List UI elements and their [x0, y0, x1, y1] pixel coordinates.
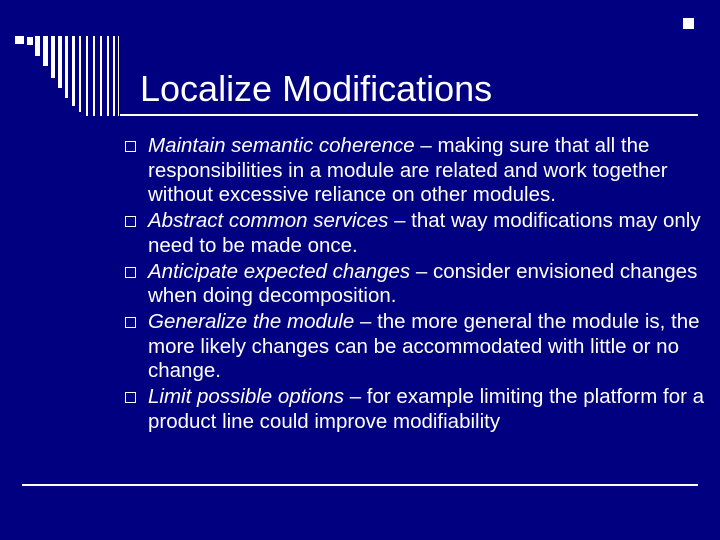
slide-title: Localize Modifications	[140, 68, 493, 109]
bullet-item	[120, 134, 710, 208]
bullet-item	[120, 209, 710, 258]
bullet-text: consider envisioned changes when doing decomposition.	[148, 259, 698, 307]
bullet-term: Limit possible options	[148, 385, 344, 408]
bullet-item	[120, 310, 710, 384]
hollow-square-bullet-icon	[125, 392, 136, 403]
bullet-separator: –	[414, 134, 438, 157]
bullet-separator: –	[354, 310, 378, 333]
bullet-item	[120, 385, 710, 434]
title-divider	[120, 114, 698, 116]
bullet-item	[120, 260, 710, 309]
hollow-square-bullet-icon	[125, 141, 136, 152]
hollow-square-bullet-icon	[125, 267, 136, 278]
bullet-term: Maintain semantic coherence	[148, 134, 415, 157]
bullet-text: making sure that all the responsibilities in a module are related and work together without excessive reliance on other modules.	[148, 134, 668, 206]
bullet-separator: –	[388, 209, 412, 232]
bullet-term: Anticipate expected changes	[148, 259, 411, 283]
bullet-separator: –	[344, 385, 367, 408]
hollow-square-bullet-icon	[125, 216, 136, 227]
bullet-list	[120, 134, 710, 436]
bullet-term: Abstract common services	[148, 209, 389, 232]
bullet-text: the more general the module is, the more likely changes can be accommodated with little or no change.	[148, 310, 700, 382]
bullet-text: for example limiting the platform for a product line could improve modifiability	[148, 385, 705, 433]
footer-divider	[22, 484, 698, 486]
bullet-separator: –	[410, 259, 433, 283]
hollow-square-bullet-icon	[125, 317, 136, 328]
bullet-term: Generalize the module	[148, 310, 355, 333]
bullet-text: that way modifications may only need to be made once.	[148, 209, 701, 257]
